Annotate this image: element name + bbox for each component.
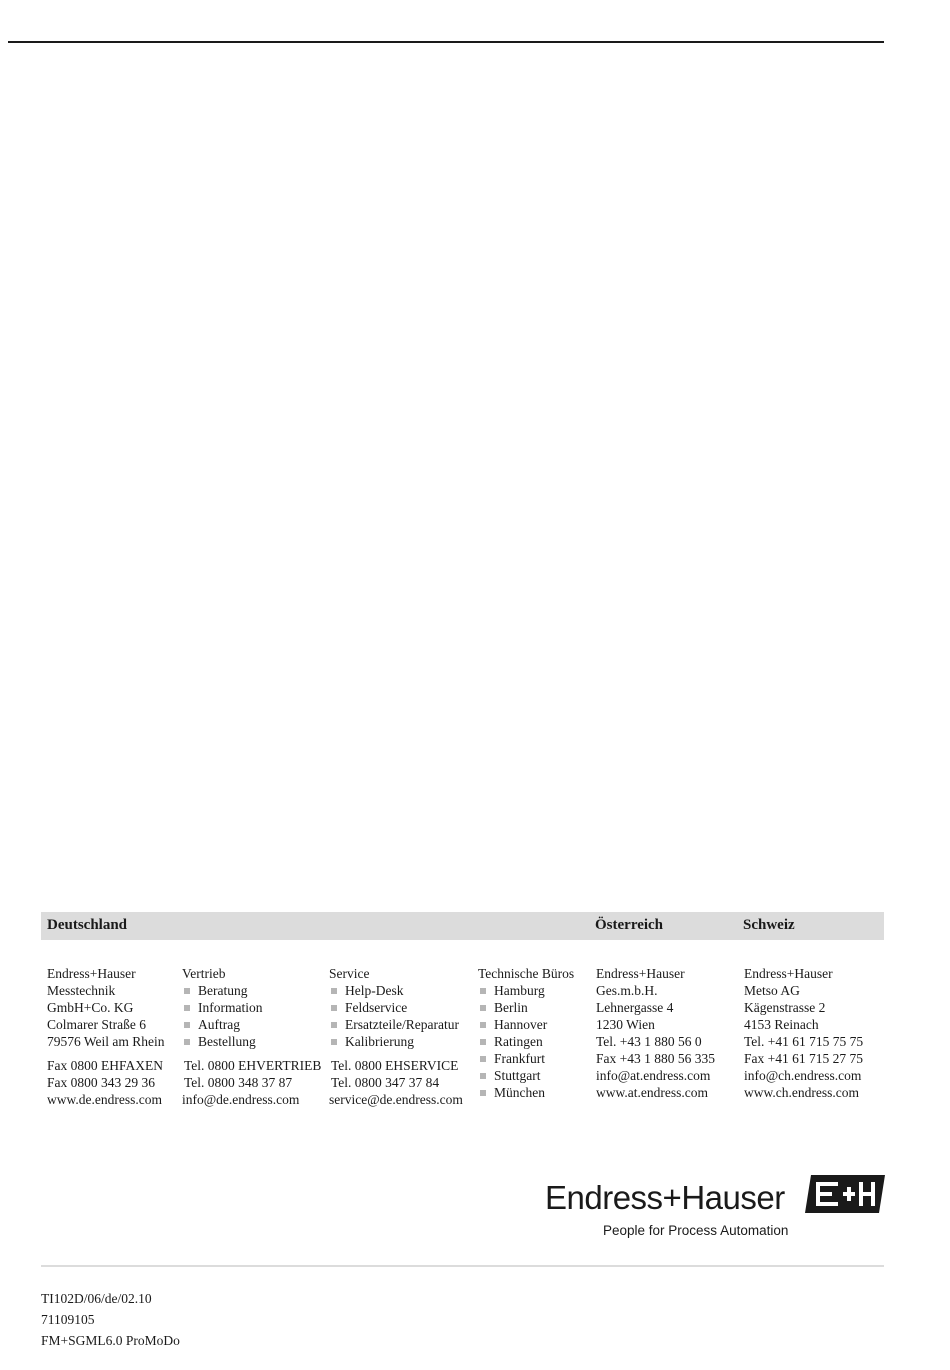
service-phone: Tel. 0800 EHSERVICE bbox=[331, 1058, 459, 1073]
at-line: Endress+Hauser bbox=[596, 966, 685, 981]
ch-email-link[interactable]: info@ch.endress.com bbox=[744, 1068, 862, 1083]
ch-line: Metso AG bbox=[744, 983, 800, 998]
service-phone: Tel. 0800 347 37 84 bbox=[331, 1075, 440, 1090]
document-code: TI102D/06/de/02.10 bbox=[41, 1291, 152, 1306]
list-item: Bestellung bbox=[182, 1033, 321, 1050]
logo-tagline: People for Process Automation bbox=[603, 1223, 789, 1238]
de-address-line: Messtechnik bbox=[47, 983, 116, 998]
at-line: Lehnergasse 4 bbox=[596, 1000, 674, 1015]
list-item: Hannover bbox=[478, 1016, 574, 1033]
list-item: Ratingen bbox=[478, 1033, 574, 1050]
list-item: Feldservice bbox=[329, 999, 463, 1016]
document-code: 71109105 bbox=[41, 1312, 95, 1327]
bullet-square-icon bbox=[480, 1073, 486, 1079]
bottom-rule bbox=[41, 1265, 884, 1267]
list-item: Auftrag bbox=[182, 1016, 321, 1033]
ch-line: 4153 Reinach bbox=[744, 1017, 819, 1032]
bullet-square-icon bbox=[480, 1090, 486, 1096]
eh-logo-mark-icon bbox=[805, 1175, 885, 1213]
list-item: München bbox=[478, 1084, 574, 1101]
bullet-square-icon bbox=[331, 1022, 337, 1028]
bullet-square-icon bbox=[480, 1022, 486, 1028]
list-item: Hamburg bbox=[478, 982, 574, 999]
de-fax-line: Fax 0800 343 29 36 bbox=[47, 1075, 155, 1090]
contact-header-band bbox=[41, 912, 884, 940]
top-rule bbox=[8, 41, 884, 43]
heading-deutschland: Deutschland bbox=[47, 917, 128, 933]
list-item: Berlin bbox=[478, 999, 574, 1016]
de-fax-line: Fax 0800 EHFAXEN bbox=[47, 1058, 163, 1073]
vertrieb-title: Vertrieb bbox=[182, 966, 226, 981]
ch-phone: Tel. +41 61 715 75 75 bbox=[744, 1034, 864, 1049]
technische-bueros-column bbox=[478, 965, 574, 1101]
bullet-square-icon bbox=[331, 1039, 337, 1045]
bullet-square-icon bbox=[184, 1005, 190, 1011]
list-item: Information bbox=[182, 999, 321, 1016]
list-item: Help-Desk bbox=[329, 982, 463, 999]
list-item: Kalibrierung bbox=[329, 1033, 463, 1050]
technische-title: Technische Büros bbox=[478, 966, 575, 981]
ch-fax: Fax +41 61 715 27 75 bbox=[744, 1051, 863, 1066]
service-email-link[interactable]: service@de.endress.com bbox=[329, 1092, 463, 1107]
at-phone: Tel. +43 1 880 56 0 bbox=[596, 1034, 702, 1049]
de-website-link[interactable]: www.de.endress.com bbox=[47, 1092, 162, 1107]
at-email-link[interactable]: info@at.endress.com bbox=[596, 1068, 711, 1083]
bullet-square-icon bbox=[331, 988, 337, 994]
de-address-line: Colmarer Straße 6 bbox=[47, 1017, 146, 1032]
list-item: Ersatzteile/Reparatur bbox=[329, 1016, 463, 1033]
vertrieb-phone: Tel. 0800 348 37 87 bbox=[184, 1075, 293, 1090]
bullet-square-icon bbox=[480, 988, 486, 994]
de-address-line: 79576 Weil am Rhein bbox=[47, 1034, 165, 1049]
service-title: Service bbox=[329, 966, 370, 981]
de-address-line: GmbH+Co. KG bbox=[47, 1000, 134, 1015]
list-item: Beratung bbox=[182, 982, 321, 999]
heading-oesterreich: Österreich bbox=[595, 917, 664, 933]
at-line: Ges.m.b.H. bbox=[596, 983, 658, 998]
ch-website-link[interactable]: www.ch.endress.com bbox=[744, 1085, 859, 1100]
de-address-line: Endress+Hauser bbox=[47, 966, 136, 981]
list-item: Frankfurt bbox=[478, 1050, 574, 1067]
ch-line: Endress+Hauser bbox=[744, 966, 833, 981]
document-code: FM+SGML6.0 ProMoDo bbox=[41, 1333, 180, 1348]
at-website-link[interactable]: www.at.endress.com bbox=[596, 1085, 708, 1100]
vertrieb-phone: Tel. 0800 EHVERTRIEB bbox=[184, 1058, 322, 1073]
logo-wordmark: Endress+Hauser bbox=[545, 1179, 785, 1216]
document-codes bbox=[41, 1288, 180, 1351]
bullet-square-icon bbox=[480, 1056, 486, 1062]
bullet-square-icon bbox=[184, 1022, 190, 1028]
ch-line: Kägenstrasse 2 bbox=[744, 1000, 826, 1015]
bullet-square-icon bbox=[331, 1005, 337, 1011]
bullet-square-icon bbox=[184, 988, 190, 994]
heading-schweiz: Schweiz bbox=[743, 917, 795, 933]
bullet-square-icon bbox=[480, 1039, 486, 1045]
service-column bbox=[329, 965, 463, 1108]
at-line: 1230 Wien bbox=[596, 1017, 655, 1032]
vertrieb-email-link[interactable]: info@de.endress.com bbox=[182, 1092, 300, 1107]
de-company-column bbox=[47, 965, 165, 1108]
switzerland-column bbox=[744, 965, 863, 1101]
bullet-square-icon bbox=[480, 1005, 486, 1011]
vertrieb-column bbox=[182, 965, 321, 1108]
company-logo bbox=[545, 1175, 885, 1245]
at-fax: Fax +43 1 880 56 335 bbox=[596, 1051, 715, 1066]
list-item: Stuttgart bbox=[478, 1067, 574, 1084]
austria-column bbox=[596, 965, 715, 1101]
bullet-square-icon bbox=[184, 1039, 190, 1045]
